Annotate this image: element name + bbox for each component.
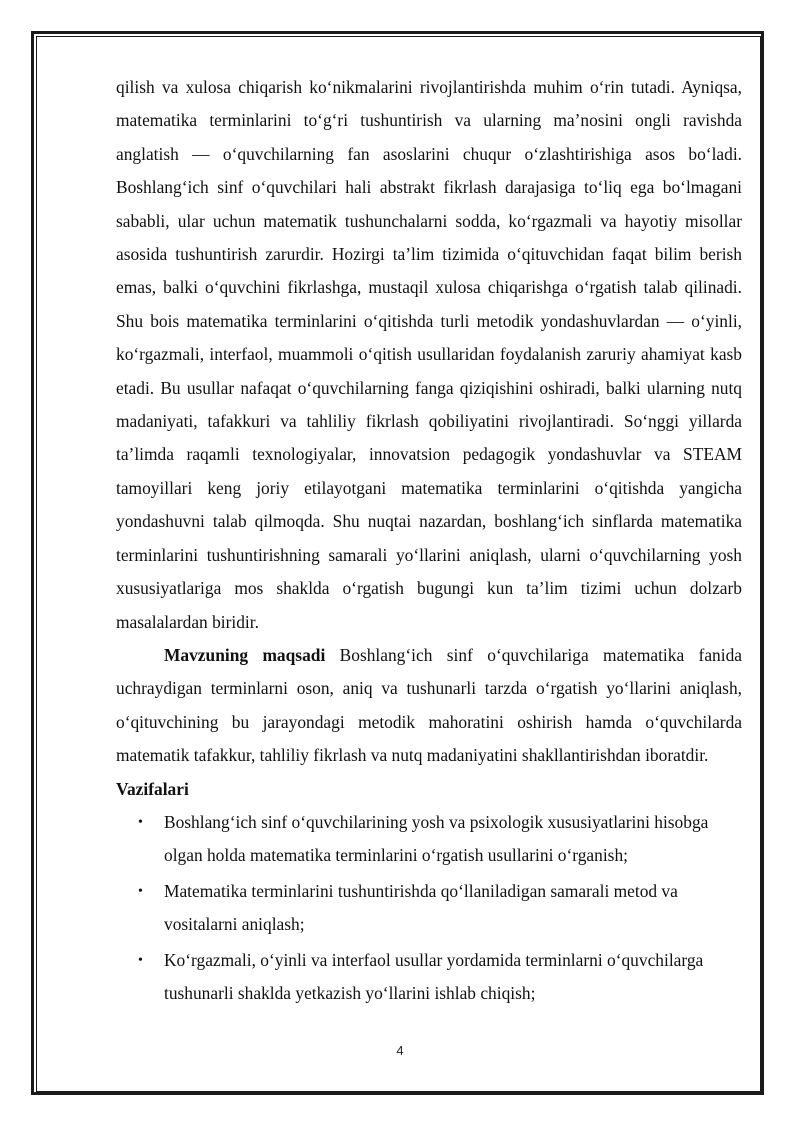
intro-paragraph: qilish va xulosa chiqarish ko‘nikmalarini rivojlantirishda muhim o‘rin tutadi. Ayniqsa, matematika terminlarini to‘g‘ri tushuntirish va ularning ma’nosini ongli ravishda anglatish — o‘quvchilarning fan asoslarini chuqur o‘zlashtirishiga asos bo‘ladi. Boshlang‘ich sinf o‘quvchilari hali abstrakt fikrlash darajasiga to‘liq ega bo‘lmagani sababli, ular uchun matematik tushunchalarni sodda, ko‘rgazmali va hayotiy misollar asosida tushuntirish zarurdir. Hozirgi ta’lim tizimida o‘qituvchidan faqat bilim berish emas, balki o‘quvchini fikrlashga, mustaqil xulosa chiqarishga o‘rgatish talab qilinadi. Shu bois matematika terminlarini o‘qitishda turli metodik yondashuvlardan — o‘yinli, ko‘rgazmali, interfaol, muammoli o‘qitish usullaridan foydalanish zaruriy ahamiyat kasb etadi. Bu usullar nafaqat o‘quvchilarning fanga qiziqishini oshiradi, balki ularning nutq madaniyati, tafakkuri va tahliliy fikrlash qobiliyatini rivojlantiradi. So‘nggi yillarda ta’limda raqamli texnologiyalar, innovatsion pedagogik yondashuvlar va STEAM tamoyillari keng joriy etilayotgani matematika terminlarini o‘qitishda yangicha yondashuvni talab qilmoqda. Shu nuqtai nazardan, boshlang‘ich sinflarda matematika terminlarini tushuntirishning samarali yo‘llarini aniqlash, ularni o‘quvchilarning yosh xususiyatlariga mos shaklda o‘rgatish bugungi kun ta’lim tizimi uchun dolzarb masalalardan biridir. — [116, 77, 742, 632]
tasks-heading: Vazifalari — [116, 778, 189, 799]
purpose-text: Boshlang‘ich sinf o‘quvchilariga matematika fanida uchraydigan terminlarni oson, aniq va tushunarli tarzda o‘rgatish yo‘llarini aniqlash, o‘qituvchining bu jarayondagi metodik mahoratini oshirish hamda o‘quvchilarda matematik tafakkur, tahliliy fikrlash va nutq madaniyatini shakllantirishdan iboratdir. — [116, 644, 743, 766]
purpose-label: Mavzuning maqsadi — [164, 644, 326, 665]
list-item — [116, 944, 742, 1011]
task-text: Matematika terminlarini tushuntirishda qo‘llaniladigan samarali metod va vositalarni aniqlash; — [164, 880, 678, 935]
task-text: Ko‘rgazmali, o‘yinli va interfaol usullar yordamida terminlarni o‘quvchilarga tushunarli shaklda yetkazish yo‘llarini ishlab chiqish; — [164, 949, 704, 1003]
bullet-icon: • — [138, 814, 143, 830]
bullet-icon: • — [138, 883, 143, 899]
list-item — [116, 875, 742, 942]
task-text: Boshlang‘ich sinf o‘quvchilarining yosh va psixologik xususiyatlarini hisobga olgan holda matematika terminlarini o‘rgatish usullarini o‘rganish; — [164, 811, 709, 866]
purpose-paragraph — [116, 639, 742, 773]
tasks-list — [116, 806, 742, 1010]
bullet-icon: • — [138, 952, 143, 968]
document-body — [116, 71, 742, 1012]
page-number: 4 — [396, 1043, 404, 1058]
list-item — [116, 806, 742, 873]
